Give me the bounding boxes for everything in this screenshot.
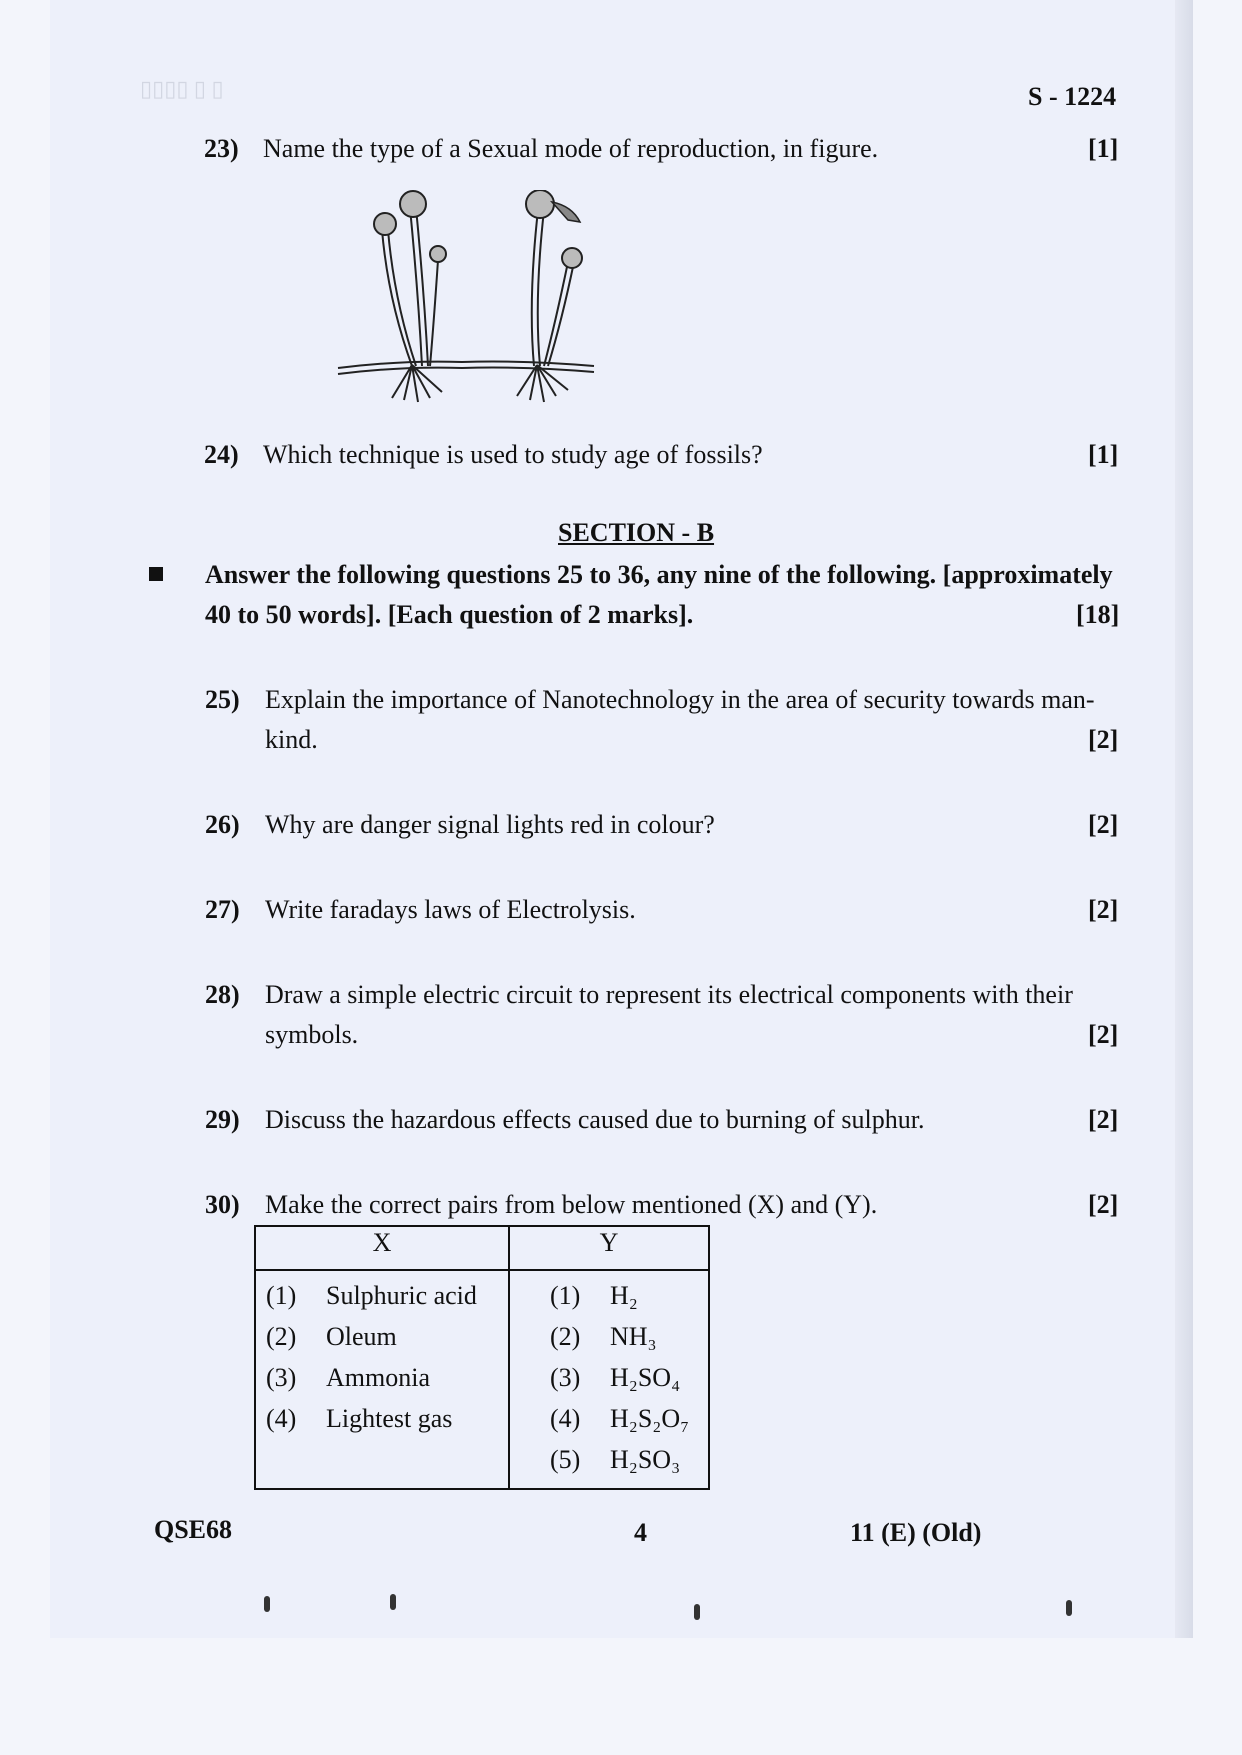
footer-code: QSE68 bbox=[154, 1515, 233, 1544]
question-number: 28) bbox=[205, 980, 240, 1009]
question-text: Discuss the hazardous effects caused due to burning of sulphur. bbox=[265, 1105, 925, 1134]
section-instruction: Answer the following questions 25 to 36, any nine of the following. [approximately bbox=[205, 560, 1113, 589]
question-marks: [2] bbox=[1088, 725, 1119, 754]
question-marks: [1] bbox=[1088, 134, 1119, 163]
list-item: (2) NH₃ bbox=[550, 1322, 657, 1351]
question-marks: [2] bbox=[1088, 895, 1119, 924]
scan-mark bbox=[390, 1594, 396, 1610]
list-item: (5) H₂SO₃ bbox=[550, 1445, 681, 1474]
bullet-icon bbox=[149, 567, 163, 581]
scan-mark bbox=[1066, 1600, 1072, 1616]
list-item: (1) Sulphuric acid bbox=[266, 1281, 477, 1310]
list-item: (4) Lightest gas bbox=[266, 1404, 453, 1433]
list-item: (3) H₂SO₄ bbox=[550, 1363, 681, 1392]
question-text: symbols. bbox=[265, 1020, 359, 1049]
question-text: Explain the importance of Nanotechnology in the area of security towards man- bbox=[265, 685, 1095, 714]
question-number: 25) bbox=[205, 685, 240, 714]
page-edge-shadow bbox=[1175, 0, 1193, 1638]
question-marks: [2] bbox=[1088, 810, 1119, 839]
section-title: SECTION - B bbox=[558, 518, 715, 547]
mould-sporangia-figure bbox=[332, 190, 602, 408]
question-text: Why are danger signal lights red in colour? bbox=[265, 810, 715, 839]
question-number: 23) bbox=[204, 134, 239, 163]
table-header-x: X bbox=[255, 1226, 509, 1270]
scan-mark bbox=[694, 1604, 700, 1620]
column-x-items bbox=[255, 1270, 509, 1489]
question-text: Make the correct pairs from below mentioned (X) and (Y). bbox=[265, 1190, 878, 1219]
question-marks: [2] bbox=[1088, 1105, 1119, 1134]
list-item: (1) H₂ bbox=[550, 1281, 638, 1310]
list-item: (4) H₂S₂O₇ bbox=[550, 1404, 690, 1433]
paper-code: S - 1224 bbox=[1028, 82, 1117, 111]
footer-series: 11 (E) (Old) bbox=[850, 1518, 982, 1547]
question-text: Draw a simple electric circuit to represent its electrical components with their bbox=[265, 980, 1073, 1009]
list-item: (2) Oleum bbox=[266, 1322, 397, 1351]
question-number: 24) bbox=[204, 440, 239, 469]
column-y-items bbox=[509, 1270, 709, 1489]
page-number: 4 bbox=[634, 1518, 647, 1547]
question-text: kind. bbox=[265, 725, 318, 754]
question-marks: [2] bbox=[1088, 1020, 1119, 1049]
section-total-marks: [18] bbox=[1076, 600, 1120, 629]
pairs-table bbox=[254, 1225, 710, 1490]
list-item: (3) Ammonia bbox=[266, 1363, 430, 1392]
show-through-ghost: ▯▯▯▯ ▯ ▯ bbox=[140, 76, 224, 101]
question-number: 27) bbox=[205, 895, 240, 924]
question-text: Name the type of a Sexual mode of reproduction, in figure. bbox=[263, 134, 879, 163]
question-number: 30) bbox=[205, 1190, 240, 1219]
question-text: Which technique is used to study age of fossils? bbox=[263, 440, 763, 469]
question-marks: [2] bbox=[1088, 1190, 1119, 1219]
question-marks: [1] bbox=[1088, 440, 1119, 469]
scan-mark bbox=[264, 1596, 270, 1612]
question-number: 29) bbox=[205, 1105, 240, 1134]
table-header-y: Y bbox=[509, 1226, 709, 1270]
question-text: Write faradays laws of Electrolysis. bbox=[265, 895, 636, 924]
question-number: 26) bbox=[205, 810, 240, 839]
section-instruction: 40 to 50 words]. [Each question of 2 marks]. bbox=[205, 600, 694, 629]
